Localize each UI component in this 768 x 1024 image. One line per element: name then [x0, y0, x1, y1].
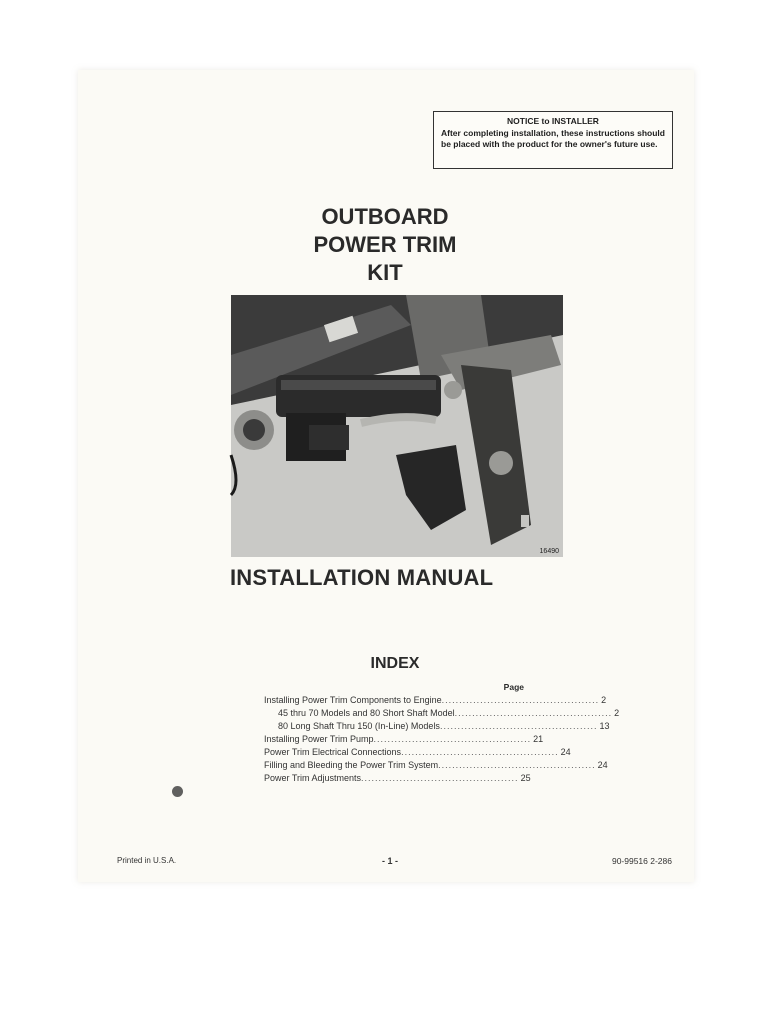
index-entry-page: 24 — [597, 760, 608, 770]
title-line-1: OUTBOARD — [321, 204, 449, 229]
index-entry — [264, 720, 610, 733]
index-entry-page: 24 — [560, 747, 571, 757]
leader-dots: ............................................. — [454, 708, 613, 718]
index-entry-label: Installing Power Trim Components to Engine — [264, 695, 442, 705]
index-page-label: Page — [503, 682, 524, 692]
leader-dots: ............................................. — [438, 760, 596, 770]
leader-dots: ............................................. — [401, 747, 559, 757]
leader-dots: ............................................. — [441, 695, 600, 705]
title-line-3: KIT — [367, 260, 403, 285]
index-heading: INDEX — [370, 655, 420, 672]
leader-dots: ............................................. — [373, 734, 532, 744]
part-number: 90-99516 2-286 — [611, 856, 672, 866]
index-entry — [264, 707, 620, 720]
index-entry-label: 45 thru 70 Models and 80 Short Shaft Model — [278, 708, 455, 718]
ink-smudge — [172, 786, 183, 797]
index-entry-page: 2 — [601, 695, 607, 705]
notice-body: After completing installation, these instructions should be placed with the product for the owner's future use. — [441, 127, 665, 149]
document-title — [290, 203, 480, 287]
manual-title: INSTALLATION MANUAL — [230, 565, 494, 590]
index-entry-label: 80 Long Shaft Thru 150 (In-Line) Models — [278, 721, 440, 731]
power-trim-photo — [231, 295, 563, 557]
index-entry — [264, 759, 608, 772]
index-entry-page: 25 — [520, 773, 531, 783]
page-number: - 1 - — [381, 856, 398, 866]
leader-dots: ............................................. — [361, 773, 519, 783]
title-line-2: POWER TRIM — [313, 232, 457, 257]
index-entry — [264, 733, 544, 746]
index-entry — [264, 746, 571, 759]
index-entry-label: Filling and Bleeding the Power Trim System — [264, 760, 439, 770]
index-list — [264, 694, 620, 785]
footer-print-location: Printed in U.S.A. — [117, 856, 177, 865]
photo-number: 16490 — [539, 548, 559, 555]
notice-box — [433, 111, 673, 169]
index-entry-page: 13 — [599, 721, 610, 731]
index-entry-label: Power Trim Electrical Connections — [264, 747, 402, 757]
index-entry-label: Installing Power Trim Pump — [264, 734, 374, 744]
leader-dots: ............................................. — [439, 721, 598, 731]
power-trim-photo-illustration — [231, 295, 563, 557]
index-entry-label: Power Trim Adjustments — [264, 773, 362, 783]
index-entry — [264, 772, 531, 785]
index-entry-page: 2 — [614, 708, 620, 718]
notice-title: NOTICE to INSTALLER — [507, 116, 599, 126]
index-entry — [264, 694, 607, 707]
index-entry-page: 21 — [533, 734, 544, 744]
